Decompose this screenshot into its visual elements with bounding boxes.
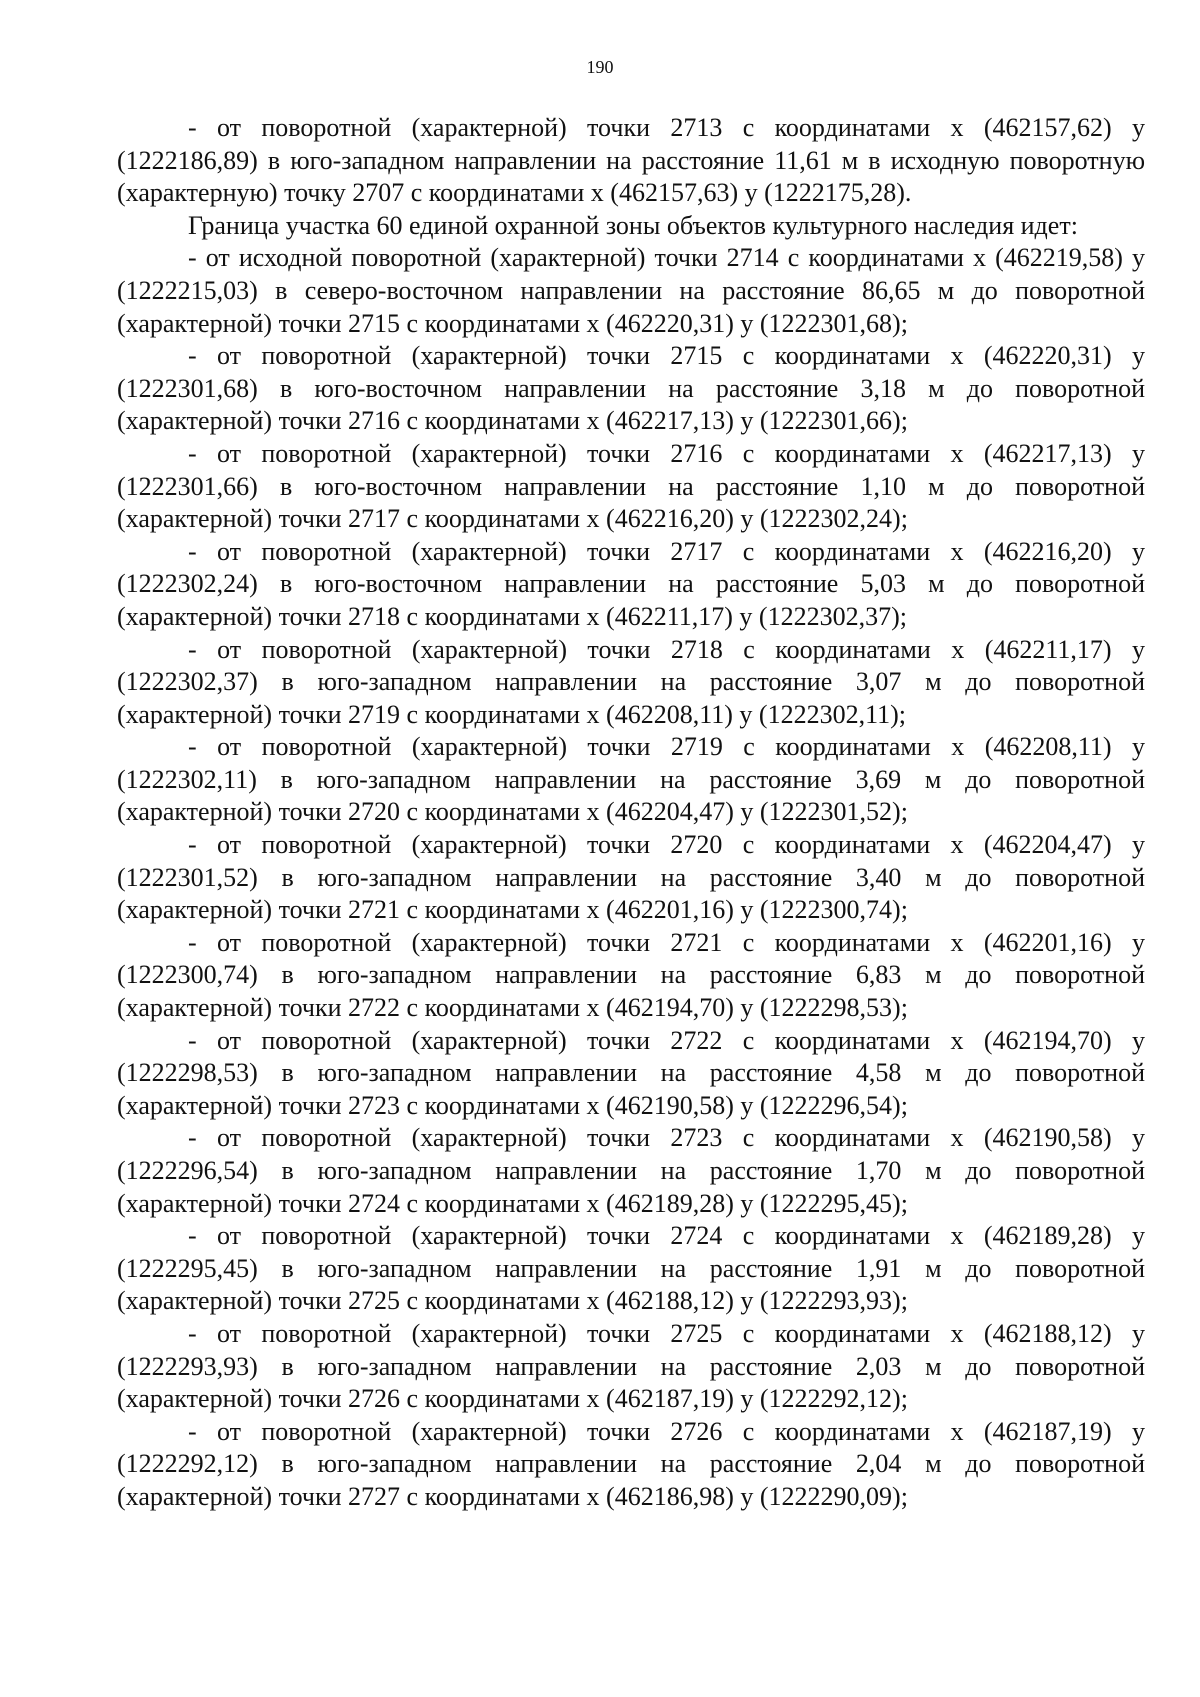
paragraph-7: - от поворотной (характерной) точки 2718 с координатами х (462211,17) у (1222302,37) в юго-западном направлении на расстояние 3,07 м до поворотной (характерной) точки 2719 с координатами х (462208,11) у (1222302,11); — [117, 634, 1145, 729]
page-number: 190 — [586, 57, 614, 77]
paragraph-12: - от поворотной (характерной) точки 2723 с координатами х (462190,58) у (1222296,54) в юго-западном направлении на расстояние 1,70 м до поворотной (характерной) точки 2724 с координатами х (462189,28) у (1222295,45); — [117, 1123, 1145, 1218]
paragraph-9: - от поворотной (характерной) точки 2720 с координатами х (462204,47) у (1222301,52) в юго-западном направлении на расстояние 3,40 м до поворотной (характерной) точки 2721 с координатами х (462201,16) у (1222300,74); — [117, 830, 1145, 925]
document-body — [117, 112, 1145, 1514]
paragraph-3: - от исходной поворотной (характерной) точки 2714 с координатами х (462219,58) у (1222215,03) в северо-восточном направлении на расстояние 86,65 м до поворотной (характерной) точки 2715 с координатами х (462220,31) у (1222301,68); — [117, 243, 1145, 338]
paragraph-11: - от поворотной (характерной) точки 2722 с координатами х (462194,70) у (1222298,53) в юго-западном направлении на расстояние 4,58 м до поворотной (характерной) точки 2723 с координатами х (462190,58) у (1222296,54); — [117, 1025, 1145, 1120]
paragraph-5: - от поворотной (характерной) точки 2716 с координатами х (462217,13) у (1222301,66) в юго-восточном направлении на расстояние 1,10 м до поворотной (характерной) точки 2717 с координатами х (462216,20) у (1222302,24); — [117, 438, 1145, 534]
paragraph-13: - от поворотной (характерной) точки 2724 с координатами х (462189,28) у (1222295,45) в юго-западном направлении на расстояние 1,91 м до поворотной (характерной) точки 2725 с координатами х (462188,12) у (1222293,93); — [117, 1221, 1145, 1316]
paragraph-8: - от поворотной (характерной) точки 2719 с координатами х (462208,11) у (1222302,11) в юго-западном направлении на расстояние 3,69 м до поворотной (характерной) точки 2720 с координатами х (462204,47) у (1222301,52); — [117, 732, 1145, 827]
paragraph-10: - от поворотной (характерной) точки 2721 с координатами х (462201,16) у (1222300,74) в юго-западном направлении на расстояние 6,83 м до поворотной (характерной) точки 2722 с координатами х (462194,70) у (1222298,53); — [117, 927, 1145, 1023]
paragraph-15: - от поворотной (характерной) точки 2726 с координатами х (462187,19) у (1222292,12) в юго-западном направлении на расстояние 2,04 м до поворотной (характерной) точки 2727 с координатами х (462186,98) у (1222290,09); — [117, 1416, 1145, 1511]
paragraph-1: - от поворотной (характерной) точки 2713 с координатами х (462157,62) у (1222186,89) в юго-западном направлении на расстояние 11,61 м в исходную поворотную (характерную) точку 2707 с координатами х (462157,63) у (1222175,28). — [117, 113, 1145, 208]
paragraph-14: - от поворотной (характерной) точки 2725 с координатами х (462188,12) у (1222293,93) в юго-западном направлении на расстояние 2,03 м до поворотной (характерной) точки 2726 с координатами х (462187,19) у (1222292,12); — [117, 1318, 1145, 1414]
paragraph-2: Граница участка 60 единой охранной зоны объектов культурного наследия идет: — [188, 210, 1078, 240]
paragraph-6: - от поворотной (характерной) точки 2717 с координатами х (462216,20) у (1222302,24) в юго-восточном направлении на расстояние 5,03 м до поворотной (характерной) точки 2718 с координатами х (462211,17) у (1222302,37); — [117, 536, 1145, 631]
paragraph-4: - от поворотной (характерной) точки 2715 с координатами х (462220,31) у (1222301,68) в юго-восточном направлении на расстояние 3,18 м до поворотной (характерной) точки 2716 с координатами х (462217,13) у (1222301,66); — [117, 341, 1145, 436]
